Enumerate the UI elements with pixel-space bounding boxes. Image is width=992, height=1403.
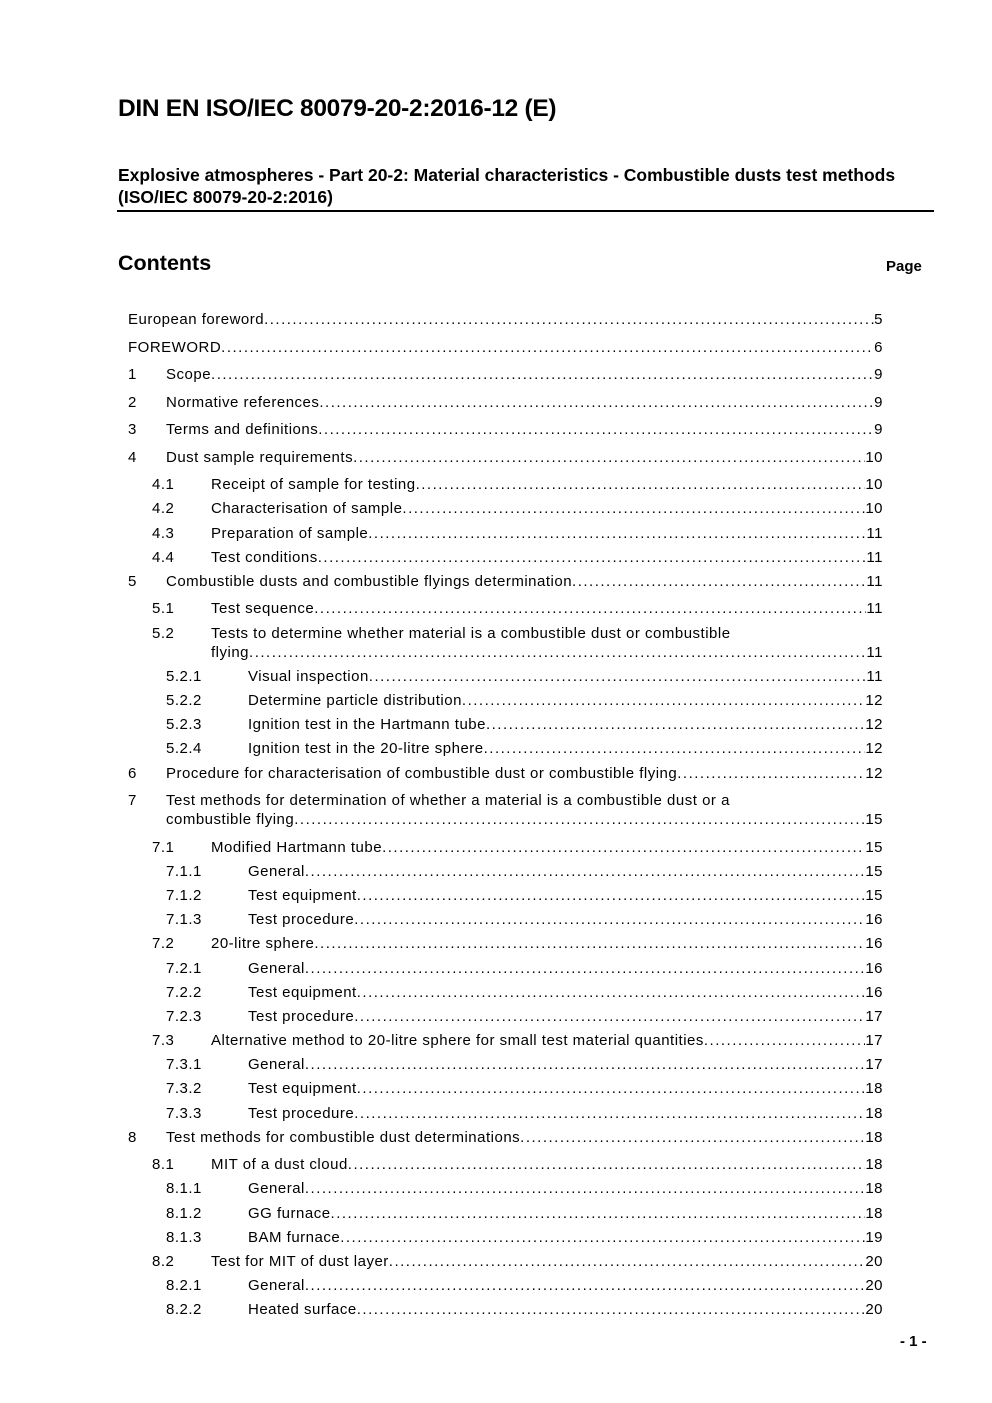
toc-entry-title: Test methods for combustible dust determinations bbox=[166, 1129, 521, 1146]
toc-entry-number: 7.2.3 bbox=[166, 1008, 202, 1025]
dot-leader bbox=[305, 1055, 865, 1074]
toc-entry-title: Test conditions bbox=[211, 549, 318, 566]
toc-entry-number: 8.2.2 bbox=[166, 1301, 202, 1318]
toc-entry-page: 18 bbox=[865, 1205, 883, 1222]
dot-leader bbox=[486, 715, 865, 734]
toc-entry-number: 8.1 bbox=[152, 1156, 175, 1173]
dot-leader bbox=[314, 599, 866, 618]
toc-entry-page: 9 bbox=[874, 394, 883, 411]
toc-entry-number: 3 bbox=[128, 421, 137, 438]
toc-entry-page: 10 bbox=[865, 500, 883, 517]
document-title: DIN EN ISO/IEC 80079-20-2:2016-12 (E) bbox=[118, 95, 557, 122]
toc-entry-number: 4.2 bbox=[152, 500, 175, 517]
page-number: - 1 - bbox=[900, 1333, 927, 1350]
dot-leader bbox=[402, 499, 865, 518]
toc-entry-number: 7.3.3 bbox=[166, 1105, 202, 1122]
toc-entry-page: 5 bbox=[874, 311, 883, 328]
toc-entry-number: 1 bbox=[128, 366, 137, 383]
toc-entry-page: 6 bbox=[874, 339, 883, 356]
toc-entry-page: 18 bbox=[865, 1180, 883, 1197]
toc-entry-number: 7.2.2 bbox=[166, 984, 202, 1001]
toc-entry-title: Test equipment bbox=[248, 887, 357, 904]
dot-leader bbox=[305, 1276, 865, 1295]
dot-leader bbox=[264, 310, 874, 329]
dot-leader bbox=[354, 1007, 865, 1026]
dot-leader bbox=[572, 572, 866, 591]
toc-entry-number: 8.2.1 bbox=[166, 1277, 202, 1294]
toc-entry-title: General bbox=[248, 1056, 305, 1073]
toc-entry-page: 17 bbox=[865, 1008, 883, 1025]
toc-entry-page: 10 bbox=[865, 449, 883, 466]
toc-entry-number: 5 bbox=[128, 573, 137, 590]
toc-entry-page: 20 bbox=[865, 1253, 883, 1270]
toc-entry-title: Ignition test in the Hartmann tube bbox=[248, 716, 486, 733]
toc-entry-title: Test for MIT of dust layer bbox=[211, 1253, 389, 1270]
toc-entry-title-continued: flying bbox=[211, 644, 250, 661]
toc-entry-page: 9 bbox=[874, 366, 883, 383]
toc-entry-page: 17 bbox=[865, 1032, 883, 1049]
toc-entry-title-continued: combustible flying bbox=[166, 811, 295, 828]
toc-entry-number: 6 bbox=[128, 765, 137, 782]
toc-entry-title: Receipt of sample for testing bbox=[211, 476, 416, 493]
toc-entry-page: 18 bbox=[865, 1080, 883, 1097]
toc-entry-page: 18 bbox=[865, 1105, 883, 1122]
toc-entry-page: 11 bbox=[866, 573, 883, 590]
toc-entry-title: Test procedure bbox=[248, 1105, 355, 1122]
toc-entry-number: 8.2 bbox=[152, 1253, 175, 1270]
toc-entry-page: 11 bbox=[866, 525, 883, 542]
dot-leader bbox=[382, 838, 865, 857]
dot-leader bbox=[704, 1031, 865, 1050]
toc-entry-number: 7.1.3 bbox=[166, 911, 202, 928]
toc-entry-page: 17 bbox=[865, 1056, 883, 1073]
toc-entry-title: European foreword bbox=[128, 311, 265, 328]
toc-entry-number: 7.1.1 bbox=[166, 863, 202, 880]
toc-entry-title: Procedure for characterisation of combustible dust or combustible flying bbox=[166, 765, 678, 782]
toc-entry-title: FOREWORD bbox=[128, 339, 222, 356]
toc-entry-title: Visual inspection bbox=[248, 668, 369, 685]
toc-entry-number: 5.2.3 bbox=[166, 716, 202, 733]
toc-entry-title: Alternative method to 20-litre sphere for small test material quantities bbox=[211, 1032, 704, 1049]
title-divider bbox=[117, 210, 934, 212]
toc-entry-title: Normative references bbox=[166, 394, 320, 411]
dot-leader bbox=[354, 1104, 865, 1123]
toc-entry-title: Ignition test in the 20-litre sphere bbox=[248, 740, 484, 757]
toc-entry-title: 20-litre sphere bbox=[211, 935, 315, 952]
dot-leader bbox=[520, 1128, 865, 1147]
toc-entry-number: 5.2.2 bbox=[166, 692, 202, 709]
toc-entry-title: Tests to determine whether material is a combustible dust or combustible bbox=[211, 625, 731, 642]
dot-leader bbox=[369, 667, 867, 686]
toc-entry-page: 15 bbox=[865, 863, 883, 880]
dot-leader bbox=[357, 886, 866, 905]
toc-entry-number: 8.1.3 bbox=[166, 1229, 202, 1246]
toc-entry-number: 4.3 bbox=[152, 525, 175, 542]
toc-entry-page: 10 bbox=[865, 476, 883, 493]
toc-entry-number: 7.2.1 bbox=[166, 960, 202, 977]
dot-leader bbox=[319, 393, 874, 412]
toc-entry-number: 5.2.4 bbox=[166, 740, 202, 757]
dot-leader bbox=[318, 420, 874, 439]
toc-entry-number: 7.2 bbox=[152, 935, 175, 952]
dot-leader bbox=[462, 691, 865, 710]
toc-entry-title: MIT of a dust cloud bbox=[211, 1156, 348, 1173]
toc-entry-page: 16 bbox=[865, 935, 883, 952]
toc-entry-title: Test sequence bbox=[211, 600, 315, 617]
toc-entry-number: 7.3 bbox=[152, 1032, 175, 1049]
dot-leader bbox=[294, 810, 865, 829]
toc-entry-page: 16 bbox=[865, 960, 883, 977]
document-subtitle: Explosive atmospheres - Part 20-2: Material characteristics - Combustible dusts test methods (ISO/IEC 80079-20-2:2016) bbox=[118, 165, 896, 207]
dot-leader bbox=[305, 959, 865, 978]
dot-leader bbox=[348, 1155, 866, 1174]
toc-entry-page: 12 bbox=[865, 692, 883, 709]
toc-entry-title: Test equipment bbox=[248, 984, 357, 1001]
dot-leader bbox=[314, 934, 865, 953]
dot-leader bbox=[354, 910, 865, 929]
toc-entry-number: 5.2.1 bbox=[166, 668, 202, 685]
dot-leader bbox=[389, 1252, 866, 1271]
toc-entry-page: 11 bbox=[866, 600, 883, 617]
toc-entry-page: 18 bbox=[865, 1156, 883, 1173]
toc-entry-title: Scope bbox=[166, 366, 212, 383]
dot-leader bbox=[318, 548, 867, 567]
toc-entry-number: 7.1 bbox=[152, 839, 175, 856]
toc-entry-page: 20 bbox=[865, 1277, 883, 1294]
dot-leader bbox=[305, 862, 865, 881]
toc-entry-page: 12 bbox=[865, 716, 883, 733]
toc-entry-title: Characterisation of sample bbox=[211, 500, 403, 517]
toc-entry-title: Preparation of sample bbox=[211, 525, 369, 542]
dot-leader bbox=[677, 764, 865, 783]
toc-entry-number: 7 bbox=[128, 792, 137, 809]
toc-entry-title: Test procedure bbox=[248, 1008, 355, 1025]
toc-entry-number: 4.1 bbox=[152, 476, 175, 493]
toc-entry-title: Test procedure bbox=[248, 911, 355, 928]
toc-entry-number: 8.1.2 bbox=[166, 1205, 202, 1222]
contents-heading: Contents bbox=[118, 251, 212, 275]
page-column-label: Page bbox=[886, 258, 922, 275]
toc-entry-page: 19 bbox=[865, 1229, 883, 1246]
toc-entry-title: Test equipment bbox=[248, 1080, 357, 1097]
dot-leader bbox=[357, 1300, 866, 1319]
dot-leader bbox=[340, 1228, 865, 1247]
toc-entry-title: General bbox=[248, 863, 305, 880]
dot-leader bbox=[357, 983, 866, 1002]
toc-entry-page: 12 bbox=[865, 740, 883, 757]
toc-entry-page: 12 bbox=[865, 765, 883, 782]
toc-entry-number: 7.3.2 bbox=[166, 1080, 202, 1097]
toc-entry-number: 7.3.1 bbox=[166, 1056, 202, 1073]
toc-entry-title: Determine particle distribution bbox=[248, 692, 462, 709]
toc-entry-page: 15 bbox=[865, 811, 883, 828]
toc-entry-title: Terms and definitions bbox=[166, 421, 319, 438]
toc-entry-title: General bbox=[248, 1277, 305, 1294]
toc-entry-page: 15 bbox=[865, 839, 883, 856]
toc-entry-number: 2 bbox=[128, 394, 137, 411]
toc-entry-title: Dust sample requirements bbox=[166, 449, 354, 466]
dot-leader bbox=[357, 1079, 866, 1098]
toc-entry-number: 5.1 bbox=[152, 600, 175, 617]
toc-entry-number: 8 bbox=[128, 1129, 137, 1146]
dot-leader bbox=[305, 1179, 865, 1198]
toc-entry-title: General bbox=[248, 960, 305, 977]
dot-leader bbox=[484, 739, 866, 758]
toc-entry-page: 18 bbox=[865, 1129, 883, 1146]
toc-entry-page: 15 bbox=[865, 887, 883, 904]
toc-entry-page: 9 bbox=[874, 421, 883, 438]
toc-entry-title: Combustible dusts and combustible flyings determination bbox=[166, 573, 573, 590]
toc-entry-page: 16 bbox=[865, 911, 883, 928]
toc-entry-number: 8.1.1 bbox=[166, 1180, 202, 1197]
toc-entry-number: 4 bbox=[128, 449, 137, 466]
toc-entry-title: General bbox=[248, 1180, 305, 1197]
toc-entry-number: 4.4 bbox=[152, 549, 175, 566]
toc-entry-page: 16 bbox=[865, 984, 883, 1001]
toc-entry-page: 11 bbox=[866, 668, 883, 685]
dot-leader bbox=[211, 365, 874, 384]
toc-entry-page: 11 bbox=[866, 549, 883, 566]
toc-entry-page: 20 bbox=[865, 1301, 883, 1318]
toc-entry-title: GG furnace bbox=[248, 1205, 331, 1222]
dot-leader bbox=[331, 1204, 866, 1223]
toc-entry-page: 11 bbox=[866, 644, 883, 661]
toc-entry-number: 7.1.2 bbox=[166, 887, 202, 904]
toc-entry-number: 5.2 bbox=[152, 625, 175, 642]
toc-entry-title: Heated surface bbox=[248, 1301, 357, 1318]
dot-leader bbox=[353, 448, 865, 467]
dot-leader bbox=[249, 643, 866, 662]
dot-leader bbox=[221, 338, 874, 357]
toc-entry-title: BAM furnace bbox=[248, 1229, 341, 1246]
dot-leader bbox=[416, 475, 866, 494]
toc-entry-title: Test methods for determination of whether a material is a combustible dust or a bbox=[166, 792, 730, 809]
dot-leader bbox=[368, 524, 866, 543]
toc-entry-title: Modified Hartmann tube bbox=[211, 839, 383, 856]
